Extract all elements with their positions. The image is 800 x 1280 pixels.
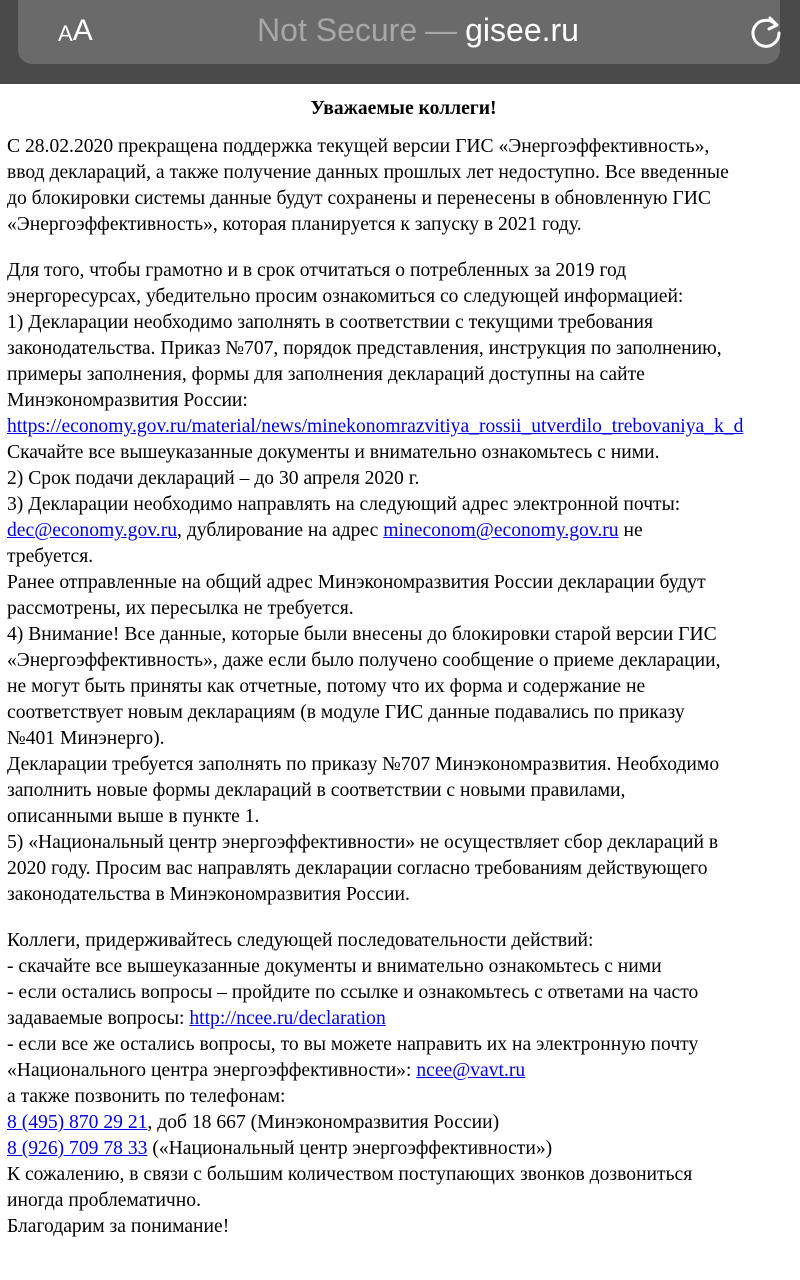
text-line: №401 Минэнерго).	[7, 728, 165, 749]
text-line: 2) Срок подачи деклараций – до 30 апреля 2020 г.	[7, 468, 420, 489]
phone-link-ncee[interactable]: 8 (926) 709 78 33	[7, 1138, 148, 1159]
phone-link-ministry[interactable]: 8 (495) 870 29 21	[7, 1112, 148, 1133]
text-line: 2020 году. Просим вас направлять декларации согласно требованиям действующего	[7, 858, 708, 879]
text-line: описанными выше в пункте 1.	[7, 806, 260, 827]
intro-paragraph	[7, 134, 800, 238]
text-line: Декларации требуется заполнять по приказу №707 Минэкономразвития. Необходимо	[7, 754, 720, 775]
text-segment: задаваемые вопросы:	[7, 1008, 190, 1029]
reload-button[interactable]	[746, 12, 786, 52]
text-line: а также позвонить по телефонам:	[7, 1086, 286, 1107]
text-line: К сожалению, в связи с большим количеством поступающих звонков дозвониться	[7, 1164, 693, 1185]
text-segment: («Национальный центр энергоэффективности»)	[147, 1138, 553, 1159]
text-size-icon-small: A	[58, 21, 73, 46]
text-line: 5) «Национальный центр энергоэффективности» не осуществляет сбор деклараций в	[7, 832, 719, 853]
text-size-icon-big: A	[72, 14, 93, 47]
text-segment: , доб 18 667 (Минэкономразвития России)	[147, 1112, 500, 1133]
domain-label: gisee.ru	[465, 11, 579, 48]
text-line: 4) Внимание! Все данные, которые были внесены до блокировки старой версии ГИС	[7, 624, 717, 645]
text-line	[7, 1058, 800, 1084]
text-line: «Энергоэффективность», которая планируется к запуску в 2021 году.	[7, 214, 582, 235]
security-label: Not Secure	[257, 11, 418, 48]
economy-gov-link[interactable]: https://economy.gov.ru/material/news/minekonomrazvitiya_rossii_utverdilo_trebovaniya_k_d	[7, 416, 744, 437]
text-line: до блокировки системы данные будут сохранены и перенесены в обновленную ГИС	[7, 188, 711, 209]
address-bar[interactable]	[18, 0, 780, 64]
text-line: требуется.	[7, 546, 94, 567]
url-field[interactable]	[168, 8, 668, 52]
url-separator: —	[425, 11, 458, 48]
text-segment: , дублирование на адрес	[177, 520, 384, 541]
text-line: - скачайте все вышеуказанные документы и внимательно ознакомьтесь с ними	[7, 956, 662, 977]
page-content	[7, 92, 800, 1262]
text-line	[7, 1110, 800, 1136]
text-line: примеры заполнения, формы для заполнения деклараций доступны на сайте	[7, 364, 645, 385]
text-segment: «Национального центра энергоэффективности»:	[7, 1060, 417, 1081]
reload-icon	[746, 12, 786, 52]
text-line: Благодарим за понимание!	[7, 1216, 230, 1237]
text-line	[7, 414, 800, 440]
text-line	[7, 1006, 800, 1032]
text-line: Минэкономразвития России:	[7, 390, 248, 411]
text-line: С 28.02.2020 прекращена поддержка текущей версии ГИС «Энергоэффективность»,	[7, 136, 710, 157]
ncee-email-link[interactable]: ncee@vavt.ru	[416, 1060, 526, 1081]
instructions-paragraph	[7, 258, 800, 908]
text-line: законодательства. Приказ №707, порядок представления, инструкция по заполнению,	[7, 338, 722, 359]
text-line: Коллеги, придерживайтесь следующей последовательности действий:	[7, 930, 594, 951]
text-line	[7, 518, 800, 544]
text-line: энергоресурсах, убедительно просим ознакомиться со следующей информацией:	[7, 286, 684, 307]
text-line	[7, 1136, 800, 1162]
text-line: не могут быть приняты как отчетные, потому что их форма и содержание не	[7, 676, 646, 697]
text-line: иногда проблематично.	[7, 1190, 201, 1211]
text-size-button[interactable]	[58, 10, 93, 50]
text-line: - если остались вопросы – пройдите по ссылке и ознакомьтесь с ответами на часто	[7, 982, 699, 1003]
text-line: Скачайте все вышеуказанные документы и внимательно ознакомьтесь с ними.	[7, 442, 660, 463]
text-segment: не	[618, 520, 643, 541]
page-heading: Уважаемые коллеги!	[310, 98, 497, 119]
text-line: 1) Декларации необходимо заполнять в соответствии с текущими требования	[7, 312, 654, 333]
mineconom-email-link[interactable]: mineconom@economy.gov.ru	[383, 520, 619, 541]
text-line: 3) Декларации необходимо направлять на следующий адрес электронной почты:	[7, 494, 681, 515]
text-line: - если все же остались вопросы, то вы можете направить их на электронную почту	[7, 1034, 699, 1055]
text-line: соответствует новым декларациям (в модуле ГИС данные подавались по приказу	[7, 702, 685, 723]
text-line: «Энергоэффективность», даже если было получено сообщение о приеме декларации,	[7, 650, 721, 671]
text-line: законодательства в Минэкономразвития России.	[7, 884, 410, 905]
dec-email-link[interactable]: dec@economy.gov.ru	[7, 520, 178, 541]
ncee-declaration-link[interactable]: http://ncee.ru/declaration	[189, 1008, 386, 1029]
text-line: Ранее отправленные на общий адрес Минэкономразвития России декларации будут	[7, 572, 706, 593]
text-line: заполнить новые формы деклараций в соответствии с новыми правилами,	[7, 780, 626, 801]
browser-toolbar	[0, 0, 800, 84]
text-line: Для того, чтобы грамотно и в срок отчитаться о потребленных за 2019 год	[7, 260, 627, 281]
contacts-paragraph	[7, 928, 800, 1240]
text-line: ввод деклараций, а также получение данных прошлых лет недоступно. Все введенные	[7, 162, 729, 183]
text-line: рассмотрены, их пересылка не требуется.	[7, 598, 354, 619]
